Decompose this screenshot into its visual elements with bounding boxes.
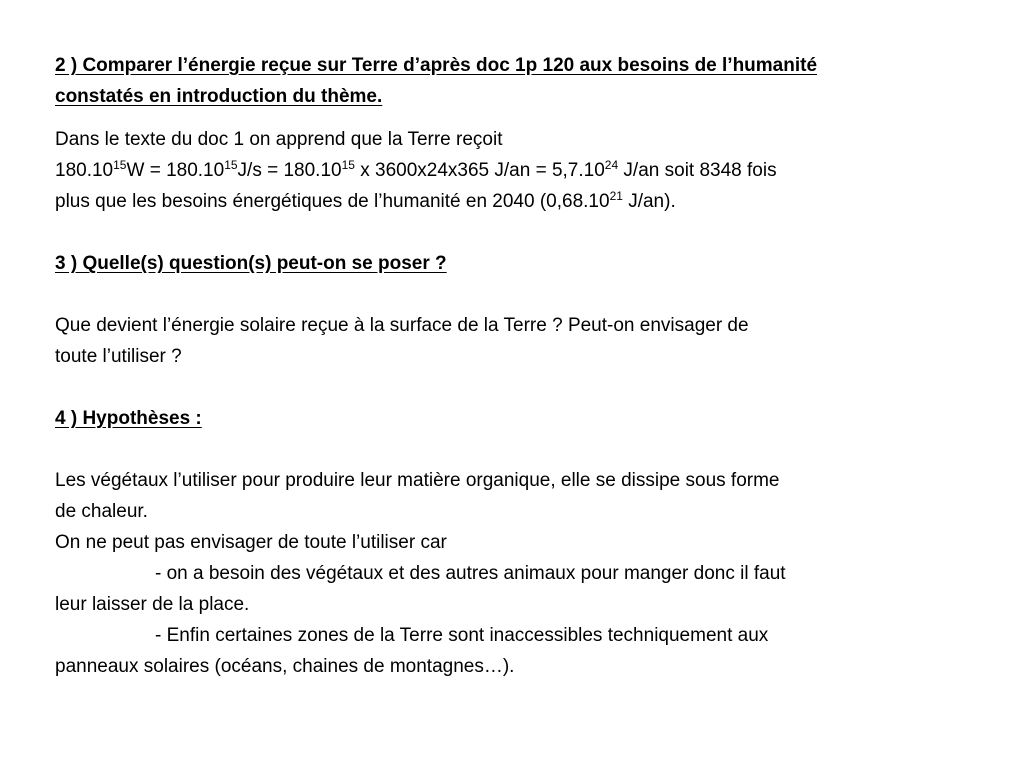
bullet2-line1: - Enfin certaines zones de la Terre sont inaccessibles techniquement aux [155, 625, 769, 646]
q4-body-line3: On ne peut pas envisager de toute l’utiliser car [55, 532, 447, 553]
calc-u3: x 3600x24x365 J/an = 5,7.10 [354, 160, 605, 181]
calc-u2: J/s = 180.10 [237, 160, 342, 181]
slide-content [55, 50, 965, 682]
q3-body-line2: toute l’utiliser ? [55, 346, 182, 367]
calc-line2-a: plus que les besoins énergétiques de l’humanité en 2040 (0,68.10 [55, 191, 610, 212]
q3-body [55, 310, 965, 372]
calc-e4: 24 [604, 158, 619, 172]
calc-v1: 180.10 [55, 160, 114, 181]
bullet1-line1: - on a besoin des végétaux et des autres animaux pour manger donc il faut [155, 563, 786, 584]
q4-bullet-1 [55, 558, 965, 620]
calc-e1: 15 [113, 158, 127, 172]
calc-e2: 15 [224, 158, 238, 172]
q2-heading-line1: 2 ) Comparer l’énergie reçue sur Terre d’après doc 1p 120 aux besoins de l’humanité [55, 55, 818, 76]
q4-body [55, 465, 965, 558]
calc-u1: W = 180.10 [126, 160, 225, 181]
q2-intro [55, 124, 965, 155]
q4-heading: 4 ) Hypothèses : [55, 408, 202, 429]
q4-bullet-2 [55, 620, 965, 682]
calc-line2-b: J/an). [622, 191, 676, 212]
calc-e3: 15 [341, 158, 355, 172]
calc-u4: J/an soit 8348 fois [618, 160, 777, 181]
q2-calculation [55, 155, 965, 217]
calc-line2-e: 21 [609, 189, 623, 203]
q2-intro-text: Dans le texte du doc 1 on apprend que la Terre reçoit [55, 129, 503, 150]
q4-body-line2: de chaleur. [55, 501, 148, 522]
q2-heading-line2: constatés en introduction du thème. [55, 86, 383, 107]
q3-body-line1: Que devient l’énergie solaire reçue à la surface de la Terre ? Peut-on envisager de [55, 315, 749, 336]
q3-heading: 3 ) Quelle(s) question(s) peut-on se poser ? [55, 253, 447, 274]
q4-body-line1: Les végétaux l’utiliser pour produire leur matière organique, elle se dissipe sous forme [55, 470, 780, 491]
bullet1-line2: leur laisser de la place. [55, 594, 250, 615]
q2-heading [55, 50, 965, 112]
bullet2-line2: panneaux solaires (océans, chaines de montagnes…). [55, 656, 515, 677]
